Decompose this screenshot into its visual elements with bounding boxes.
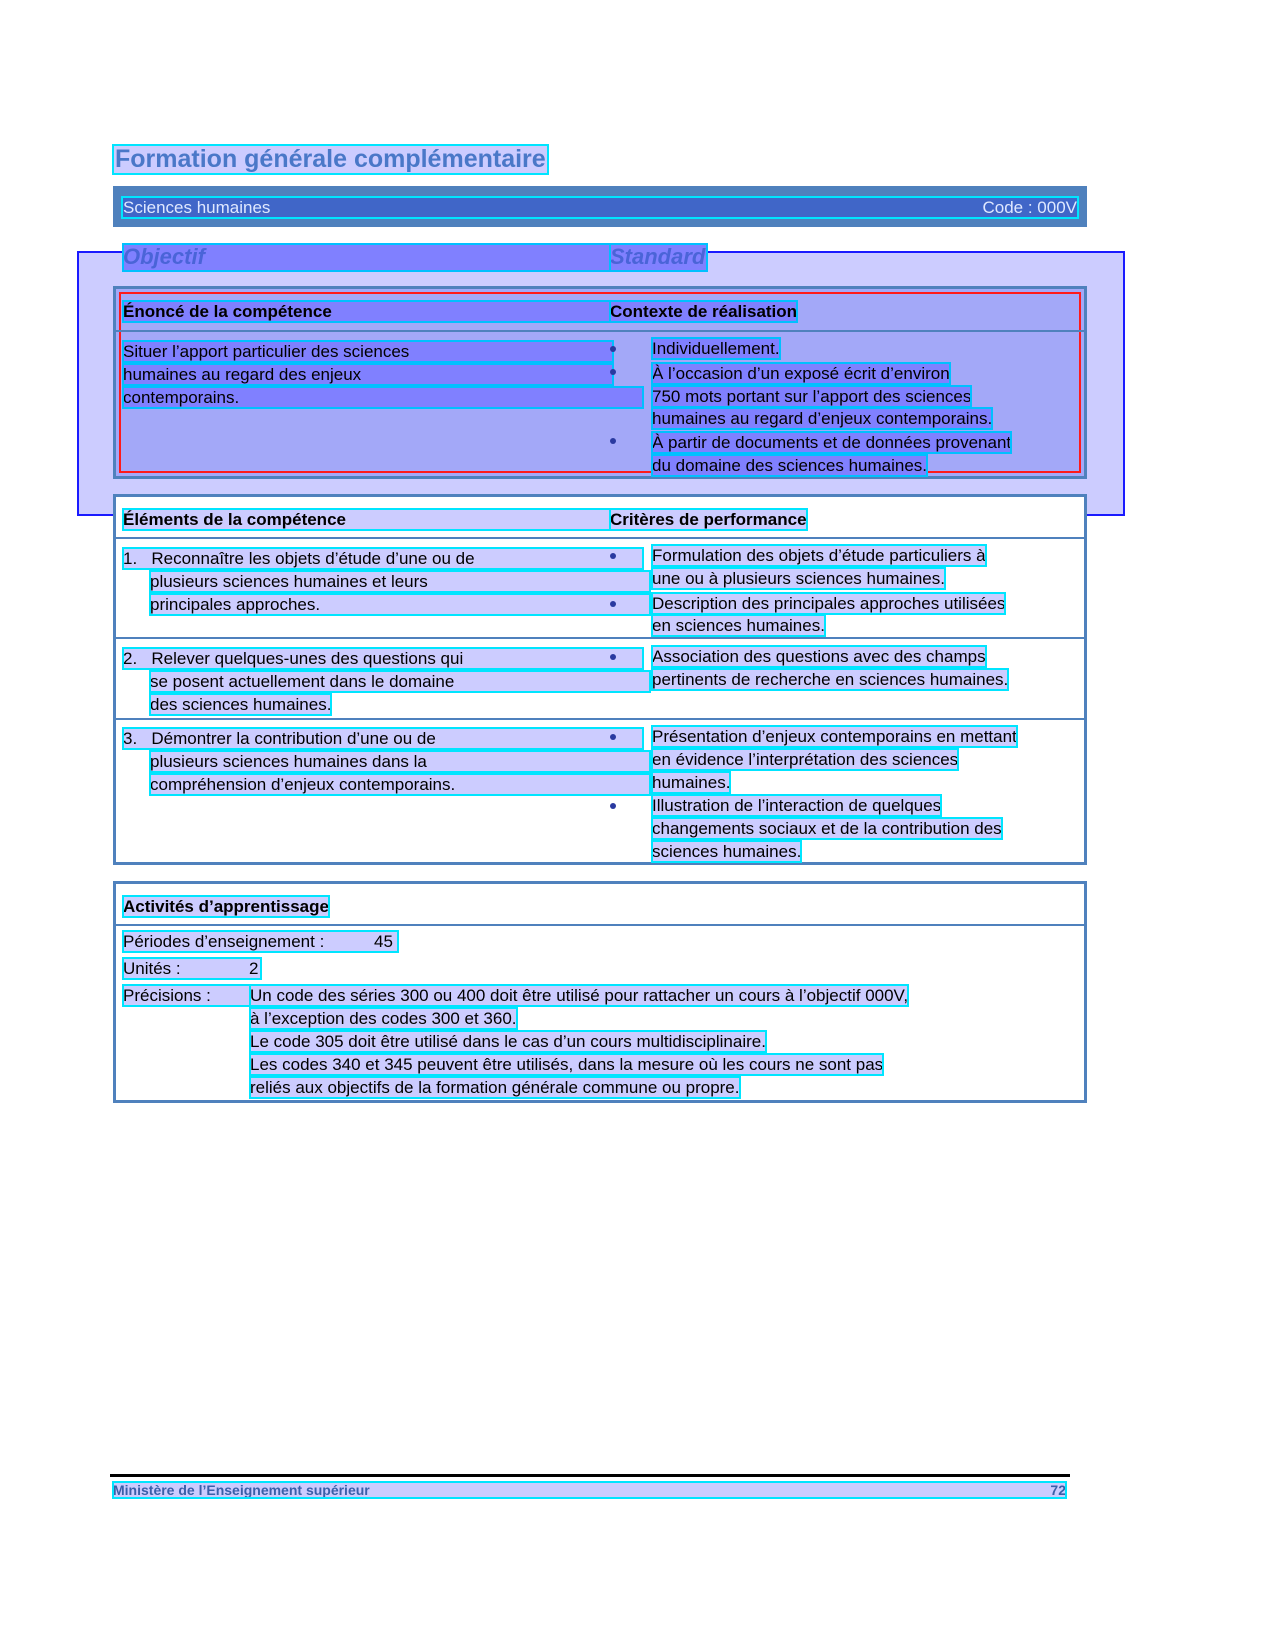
page-title: Formation générale complémentaire — [115, 145, 546, 173]
page-number: 72 — [1050, 1482, 1066, 1498]
precision-line: Les codes 340 et 345 peuvent être utilisés, dans la mesure où les cours ne sont pas — [250, 1055, 884, 1074]
element-line: 1. Reconnaître les objets d’étude d’une ou de — [123, 548, 643, 569]
bullet-icon — [610, 553, 616, 559]
criteria-line: Formulation des objets d’étude particuliers à — [652, 546, 986, 565]
bullet-icon — [610, 734, 616, 740]
units-row: Unités : 2 — [123, 958, 261, 979]
criteria-line: sciences humaines. — [652, 842, 802, 861]
bullet-icon — [610, 654, 616, 660]
element-line: compréhension d’enjeux contemporains. — [150, 774, 650, 795]
bullet-icon — [610, 601, 616, 607]
subject-bar — [113, 186, 1087, 227]
competence-box — [113, 286, 1087, 479]
footer-ministry: Ministère de l’Enseignement supérieur — [113, 1482, 370, 1498]
precision-line: à l’exception des codes 300 et 360. — [250, 1009, 517, 1028]
element-line: plusieurs sciences humaines et leurs — [150, 571, 650, 592]
precisions-label: Précisions : — [123, 985, 250, 1006]
criteria-line: Description des principales approches utilisées — [652, 594, 1006, 613]
elements-box — [113, 494, 1087, 865]
context-item: À l’occasion d’un exposé écrit d’environ — [652, 364, 950, 383]
footer — [113, 1482, 1066, 1498]
criteria-line: Présentation d’enjeux contemporains en mettant — [652, 727, 1017, 746]
standard-heading: Standard — [610, 244, 706, 269]
context-item: Individuellement. — [652, 339, 780, 358]
criteria-line: en sciences humaines. — [652, 616, 825, 635]
criteria-line: Illustration de l’interaction de quelques — [652, 796, 942, 815]
criteria-line: changements sociaux et de la contribution des — [652, 819, 1002, 838]
context-item: humaines au regard d’enjeux contemporains. — [652, 409, 993, 428]
element-line: plusieurs sciences humaines dans la — [150, 751, 650, 772]
context-header: Contexte de réalisation — [610, 302, 798, 321]
bullet-icon — [610, 803, 616, 809]
objectif-heading: Objectif — [123, 244, 611, 271]
context-item: 750 mots portant sur l’apport des sciences — [652, 387, 972, 406]
precision-line: Un code des séries 300 ou 400 doit être utilisé pour rattacher un cours à l’objectif 000V, — [250, 986, 909, 1005]
periods-row: Périodes d’enseignement : 45 — [123, 931, 398, 952]
criteria-line: Association des questions avec des champs — [652, 647, 986, 666]
element-line: se posent actuellement dans le domaine — [150, 671, 650, 692]
bullet-icon — [610, 369, 616, 375]
criteria-line: en évidence l’interprétation des sciences — [652, 750, 959, 769]
context-item: À partir de documents et de données provenant — [652, 433, 1012, 452]
precision-line: reliés aux objectifs de la formation générale commune ou propre. — [250, 1078, 740, 1097]
element-line: des sciences humaines. — [150, 695, 332, 714]
statement-line: humaines au regard des enjeux — [123, 364, 613, 385]
context-item: du domaine des sciences humaines. — [652, 456, 927, 475]
bullet-icon — [610, 346, 616, 352]
statement-line: contemporains. — [123, 387, 643, 408]
course-code: Code : 000V — [982, 198, 1077, 217]
precision-line: Le code 305 doit être utilisé dans le cas d’un cours multidisciplinaire. — [250, 1032, 766, 1051]
subject-name: Sciences humaines — [123, 198, 271, 217]
element-line: 3. Démontrer la contribution d’une ou de — [123, 728, 643, 749]
criteria-line: pertinents de recherche en sciences humaines. — [652, 670, 1009, 689]
bullet-icon — [610, 438, 616, 444]
criteria-header: Critères de performance — [610, 510, 807, 529]
activities-header: Activités d’apprentissage — [123, 897, 329, 916]
statement-line: Situer l’apport particulier des sciences — [123, 341, 613, 362]
element-line: principales approches. — [150, 594, 650, 615]
statement-header: Énoncé de la compétence — [123, 301, 613, 322]
elements-header: Éléments de la compétence — [123, 509, 613, 530]
element-line: 2. Relever quelques-unes des questions qui — [123, 648, 643, 669]
criteria-line: humaines. — [652, 773, 731, 792]
footer-divider — [110, 1474, 1070, 1477]
activities-box — [113, 881, 1087, 1103]
criteria-line: une ou à plusieurs sciences humaines. — [652, 569, 945, 588]
